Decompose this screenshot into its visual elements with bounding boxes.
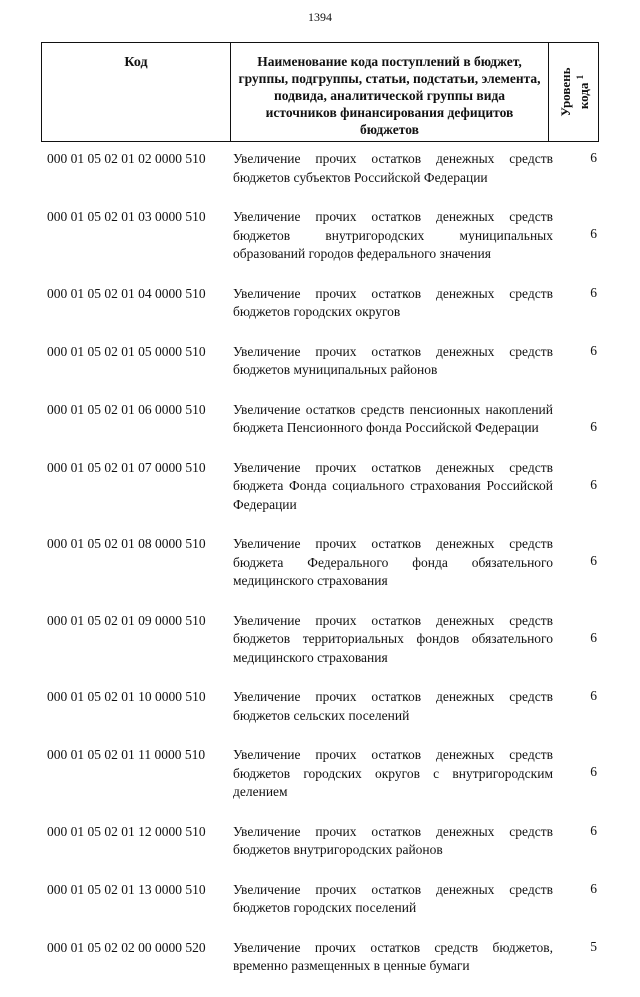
row-level: 6 <box>590 688 597 703</box>
table-header <box>41 42 599 142</box>
row-name: Увеличение прочих остатков денежных средств бюджетов внутригородских районов <box>233 823 553 857</box>
row-name: Увеличение остатков средств пенсионных накоплений бюджета Пенсионного фонда Российской Федерации <box>233 401 553 435</box>
row-name: Увеличение прочих остатков денежных средств бюджетов территориальных фондов обязательного медицинского страхования <box>233 612 553 665</box>
row-name: Увеличение прочих остатков денежных средств бюджетов городских поселений <box>233 881 553 915</box>
table-row <box>47 343 597 380</box>
table-row <box>47 401 597 438</box>
table-row <box>47 688 597 725</box>
header-code-cell <box>42 43 231 141</box>
row-code: 000 01 05 02 01 06 0000 510 <box>47 401 206 417</box>
row-name: Увеличение прочих остатков средств бюджетов, временно размещенных в ценные бумаги <box>233 939 553 973</box>
row-code: 000 01 05 02 01 13 0000 510 <box>47 881 206 897</box>
header-level-line1: Уровень <box>557 67 573 117</box>
row-code: 000 01 05 02 01 09 0000 510 <box>47 612 206 628</box>
table-row <box>47 208 597 264</box>
page-number: 1394 <box>308 10 332 24</box>
row-name: Увеличение прочих остатков денежных средств бюджетов субъектов Российской Федерации <box>233 151 553 185</box>
row-level: 6 <box>590 476 597 492</box>
row-level: 6 <box>590 284 597 300</box>
row-code: 000 01 05 02 01 12 0000 510 <box>47 823 206 839</box>
header-name-label: Наименование кода поступлений в бюджет, группы, подгруппы, статьи, подстатьи, элемента, подвида, аналитической группы вида источников финансирования дефицитов бюджетов <box>238 54 541 137</box>
header-level-footnote: 1 <box>574 74 585 80</box>
table-row <box>47 939 597 976</box>
row-level: 6 <box>590 880 597 896</box>
row-code: 000 01 05 02 01 10 0000 510 <box>47 689 206 704</box>
header-level-line2: кода <box>575 82 591 110</box>
row-code: 000 01 05 02 02 00 0000 520 <box>47 939 206 955</box>
row-code: 000 01 05 02 01 04 0000 510 <box>47 285 206 301</box>
table-row <box>47 150 597 187</box>
row-code: 000 01 05 02 01 11 0000 510 <box>47 747 206 762</box>
row-level: 6 <box>590 226 597 241</box>
header-code-label: Код <box>124 55 148 70</box>
row-code: 000 01 05 02 01 08 0000 510 <box>47 536 206 551</box>
row-name: Увеличение прочих остатков денежных средств бюджета Федерального фонда обязательного медицинского страхования <box>233 536 553 588</box>
row-level: 6 <box>590 418 597 434</box>
row-level: 6 <box>590 342 597 358</box>
row-level: 5 <box>590 938 597 954</box>
table-body <box>47 150 597 997</box>
header-level-label <box>558 67 590 116</box>
row-code: 000 01 05 02 01 05 0000 510 <box>47 343 206 359</box>
table-row <box>47 535 597 591</box>
row-code: 000 01 05 02 01 02 0000 510 <box>47 151 206 166</box>
row-level: 6 <box>590 822 597 838</box>
row-name: Увеличение прочих остатков денежных средств бюджетов внутригородских муниципальных образований городов федерального значения <box>233 209 553 261</box>
header-name-cell <box>231 43 549 141</box>
row-code: 000 01 05 02 01 07 0000 510 <box>47 459 206 475</box>
table-row <box>47 746 597 802</box>
row-name: Увеличение прочих остатков денежных средств бюджетов муниципальных районов <box>233 343 553 377</box>
table-row <box>47 459 597 515</box>
row-level: 6 <box>590 150 597 165</box>
table-row <box>47 612 597 668</box>
row-code: 000 01 05 02 01 03 0000 510 <box>47 209 206 224</box>
row-name: Увеличение прочих остатков денежных средств бюджетов городских округов с внутригородским делением <box>233 747 553 799</box>
table-row <box>47 881 597 918</box>
table-row <box>47 285 597 322</box>
header-level-cell <box>549 43 600 141</box>
row-level: 6 <box>590 764 597 779</box>
row-level: 6 <box>590 629 597 645</box>
row-name: Увеличение прочих остатков денежных средств бюджетов сельских поселений <box>233 689 553 723</box>
row-level: 6 <box>590 553 597 568</box>
table-row <box>47 823 597 860</box>
row-name: Увеличение прочих остатков денежных средств бюджетов городских округов <box>233 285 553 319</box>
row-name: Увеличение прочих остатков денежных средств бюджета Фонда социального страхования Российской Федерации <box>233 459 553 512</box>
